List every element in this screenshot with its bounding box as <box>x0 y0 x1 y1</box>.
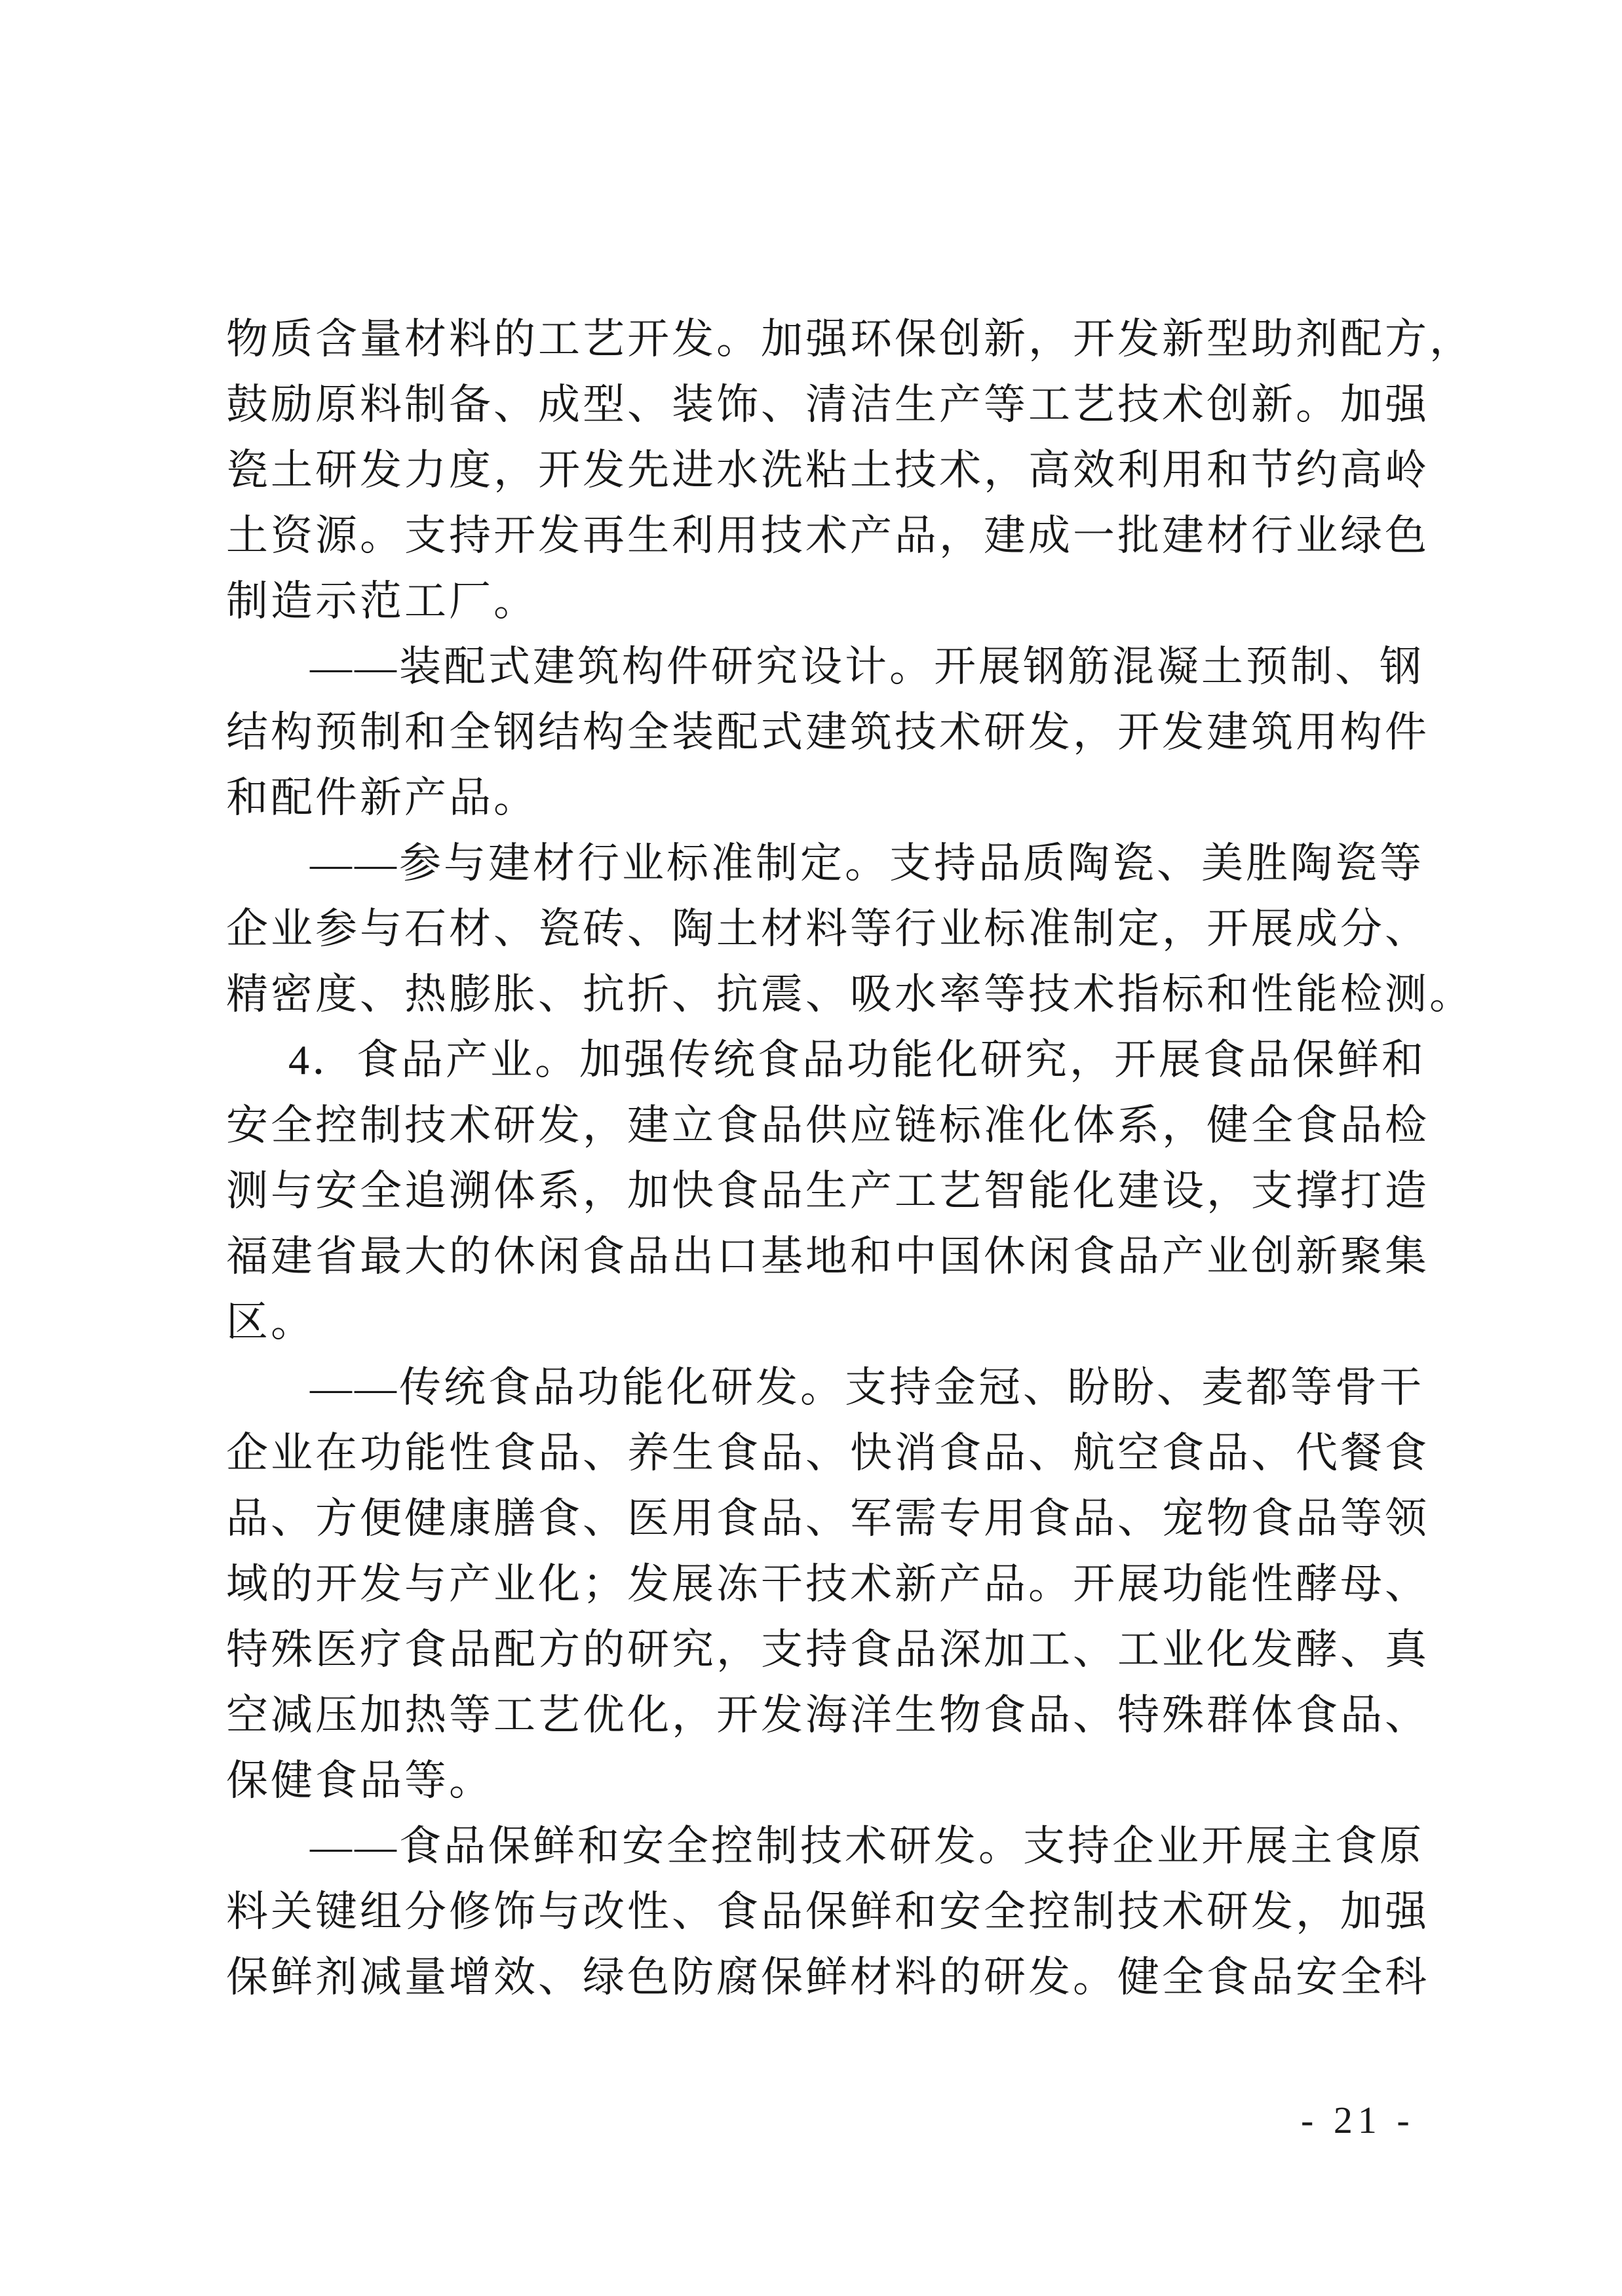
text-line: 4．食品产业。加强传统食品功能化研究，开展食品保鲜和 <box>288 1037 1426 1083</box>
text-line: 域的开发与产业化；发展冻干技术新产品。开展功能性酵母、 <box>226 1561 1429 1607</box>
text-line: 企业在功能性食品、养生食品、快消食品、航空食品、代餐食 <box>226 1430 1429 1476</box>
text-line: 结构预制和全钢结构全装配式建筑技术研发，开发建筑用构件 <box>226 709 1429 756</box>
text-line: 福建省最大的休闲食品出口基地和中国休闲食品产业创新聚集 <box>226 1233 1429 1280</box>
page-number: - 21 - <box>1301 2099 1415 2141</box>
text-line: 土资源。支持开发再生利用技术产品，建成一批建材行业绿色 <box>226 512 1429 559</box>
text-line: 和配件新产品。 <box>226 775 538 821</box>
document-text-block <box>226 307 1474 2010</box>
text-line: 安全控制技术研发，建立食品供应链标准化体系，健全食品检 <box>226 1102 1429 1149</box>
text-line: 企业参与石材、瓷砖、陶土材料等行业标准制定，开展成分、 <box>226 906 1429 952</box>
text-line: 制造示范工厂。 <box>226 578 538 624</box>
text-line: 物质含量材料的工艺开发。加强环保创新，开发新型助剂配方， <box>226 316 1474 362</box>
text-line: ——食品保鲜和安全控制技术研发。支持企业开展主食原 <box>310 1823 1424 1869</box>
text-line: 保鲜剂减量增效、绿色防腐保鲜材料的研发。健全食品安全科 <box>226 1954 1429 2000</box>
text-line: ——装配式建筑构件研究设计。开展钢筋混凝土预制、钢 <box>310 643 1424 690</box>
text-line: 料关键组分修饰与改性、食品保鲜和安全控制技术研发，加强 <box>226 1888 1429 1935</box>
text-line: 品、方便健康膳食、医用食品、军需专用食品、宠物食品等领 <box>226 1495 1429 1542</box>
text-line: 精密度、热膨胀、抗折、抗震、吸水率等技术指标和性能检测。 <box>226 971 1474 1018</box>
text-line: 瓷土研发力度，开发先进水洗粘土技术，高效利用和节约高岭 <box>226 447 1429 493</box>
text-line: 保健食品等。 <box>226 1757 493 1804</box>
text-line: ——参与建材行业标准制定。支持品质陶瓷、美胜陶瓷等 <box>310 840 1424 887</box>
text-line: 区。 <box>226 1299 315 1345</box>
text-line: 测与安全追溯体系，加快食品生产工艺智能化建设，支撑打造 <box>226 1168 1429 1214</box>
text-line: ——传统食品功能化研发。支持金冠、盼盼、麦都等骨干 <box>310 1364 1424 1411</box>
text-line: 特殊医疗食品配方的研究，支持食品深加工、工业化发酵、真 <box>226 1626 1429 1673</box>
text-line: 空减压加热等工艺优化，开发海洋生物食品、特殊群体食品、 <box>226 1692 1429 1738</box>
text-line: 鼓励原料制备、成型、装饰、清洁生产等工艺技术创新。加强 <box>226 381 1429 428</box>
